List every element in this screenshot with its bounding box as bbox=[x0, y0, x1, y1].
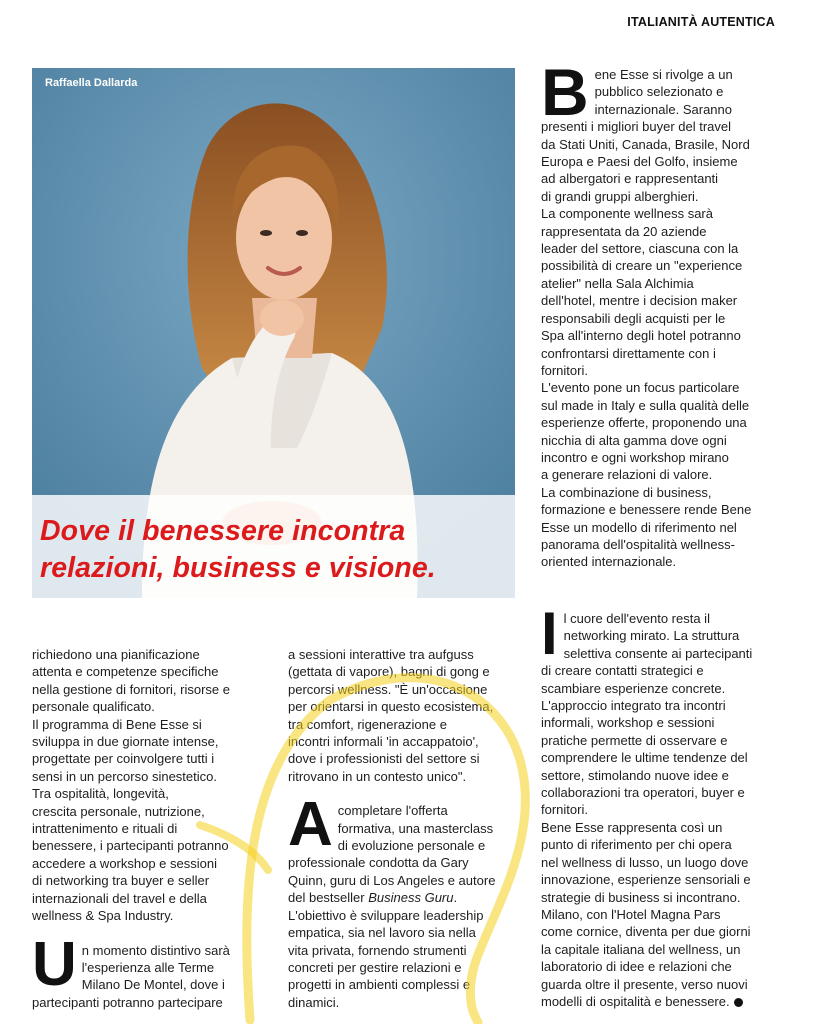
text-line: leader del settore, ciascuna con la bbox=[541, 241, 739, 257]
text-line: L'approccio integrato tra incontri bbox=[541, 698, 726, 714]
text-line: ad albergatori e rappresentanti bbox=[541, 171, 719, 187]
text-line: come cornice, diventa per due giorni bbox=[541, 924, 751, 940]
text-line: progetti in ambienti complessi e bbox=[288, 977, 471, 993]
text-line: Europa e Paesi del Golfo, insieme bbox=[541, 154, 738, 170]
text-line: incontri informali 'in accappatoio', bbox=[288, 734, 479, 750]
text-line: sul made in Italy e sulla qualità delle bbox=[541, 397, 750, 413]
article-column-right-bottom bbox=[541, 600, 801, 1010]
text-line: partecipanti potranno partecipare bbox=[32, 994, 223, 1010]
text-line: la capitale italiana del wellness, un bbox=[541, 941, 741, 957]
photo-credit: Raffaella Dallarda bbox=[45, 77, 138, 89]
text-line: empatica, sia nel lavoro sia nella bbox=[288, 925, 476, 941]
text-line: punto di riferimento per chi opera bbox=[541, 837, 732, 853]
text-line: nella gestione di fornitori, risorse e bbox=[32, 681, 230, 697]
portrait-photo bbox=[32, 68, 515, 598]
article-column-left bbox=[32, 646, 272, 1011]
text-line: guarda oltre il presente, verso nuovi bbox=[541, 976, 748, 992]
text-line: internazionali del travel e della bbox=[32, 890, 207, 906]
text-line: dinamici. bbox=[288, 994, 340, 1010]
text-line: per orientarsi in questo ecosistema, bbox=[288, 699, 494, 715]
text-line: possibilità di creare un "experience bbox=[541, 258, 743, 274]
text-line: Quinn, guru di Los Angeles e autore bbox=[288, 872, 496, 888]
text-line: collaborazioni tra operatori, buyer e bbox=[541, 785, 745, 801]
book-title: Business Guru bbox=[368, 890, 454, 906]
text-line: l'esperienza alle Terme bbox=[81, 959, 215, 975]
text-line: a sessioni interattive tra aufguss bbox=[288, 647, 474, 662]
text-line: scambiare esperienze concrete. bbox=[541, 680, 726, 696]
text-line: formazione e benessere rende Bene bbox=[541, 502, 752, 518]
text-line: richiedono una pianificazione bbox=[32, 647, 200, 662]
dropcap-u: U bbox=[32, 929, 77, 999]
section-tag: ITALIANITÀ AUTENTICA bbox=[627, 15, 775, 29]
text-line: incontro e ogni workshop mirano bbox=[541, 449, 729, 465]
text-line: L'evento pone un focus particolare bbox=[541, 380, 740, 396]
text-line: ritrovano in un contesto unico". bbox=[288, 768, 467, 784]
end-of-article-mark bbox=[734, 998, 743, 1007]
text-line: tra comfort, rigenerazione e bbox=[288, 716, 447, 732]
text-line: completare l'offerta bbox=[337, 803, 448, 819]
text-line: fornitori. bbox=[541, 802, 588, 818]
text-line: networking mirato. La struttura bbox=[563, 628, 740, 644]
text-line: di networking tra buyer e seller bbox=[32, 873, 210, 889]
text-line: concreti per gestire relazioni e bbox=[288, 959, 462, 975]
headline-line-1: Dove il benessere incontra bbox=[40, 515, 406, 547]
text-line: (gettata di vapore), bagni di gong e bbox=[288, 664, 490, 680]
text-line: progettate per coinvolgere tutti i bbox=[32, 751, 215, 767]
text-line: rappresentata da 20 aziende bbox=[541, 223, 707, 239]
text-line: Bene Esse rappresenta così un bbox=[541, 819, 723, 835]
text-line: vita privata, fornendo strumenti bbox=[288, 942, 467, 958]
text-line: pubblico selezionato e bbox=[594, 84, 724, 100]
text-line: atelier" nella Sala Alchimia bbox=[541, 275, 694, 291]
text-line: di creare contatti strategici e bbox=[541, 663, 704, 679]
paragraph-body bbox=[32, 646, 272, 925]
text-line: dell'hotel, mentre i decision maker bbox=[541, 293, 738, 309]
text-line: intrattenimento e rituali di bbox=[32, 821, 178, 837]
paragraph-body bbox=[541, 118, 801, 571]
text-line: panorama dell'ospitalità wellness- bbox=[541, 536, 735, 552]
text-line: modelli di ospitalità e benessere. bbox=[541, 993, 801, 1010]
text-line: di evoluzione personale e bbox=[337, 838, 486, 854]
text-line: a generare relazioni di valore. bbox=[541, 467, 713, 483]
text-line: percorsi wellness. "È un'occasione bbox=[288, 681, 488, 697]
text-line: esperienze offerte, proponendo una bbox=[541, 415, 747, 431]
text-line: accedere a workshop e sessioni bbox=[32, 855, 217, 871]
text-line: Tra ospitalità, longevità, bbox=[32, 786, 169, 802]
text-line: responsabili degli acquisti per le bbox=[541, 310, 726, 326]
text-line: nel wellness di lusso, un luogo dove bbox=[541, 854, 749, 870]
text-line: L'obiettivo è sviluppare leadership bbox=[288, 907, 484, 923]
text-line: nicchia di alta gamma dove ogni bbox=[541, 432, 727, 448]
text-line: ene Esse si rivolge a un bbox=[594, 67, 733, 82]
dropcap-b: B bbox=[541, 55, 589, 129]
text-line: formativa, una masterclass bbox=[337, 820, 494, 836]
text-line: Spa all'interno degli hotel potranno bbox=[541, 328, 741, 344]
text-line: attenta e competenze specifiche bbox=[32, 664, 219, 680]
article-column-middle bbox=[288, 646, 528, 1011]
paragraph-body bbox=[541, 662, 801, 1010]
text-line: Esse un modello di riferimento nel bbox=[541, 519, 737, 535]
dropcap-i: I bbox=[541, 600, 558, 667]
headline-banner bbox=[32, 495, 515, 598]
text-line: confrontarsi direttamente con i bbox=[541, 345, 716, 361]
text-line: settore, stimolando nuove idee e bbox=[541, 767, 729, 783]
text-line: da Stati Uniti, Canada, Brasile, Nord bbox=[541, 136, 750, 152]
text-line: innovazione, esperienze sensoriali e bbox=[541, 872, 751, 888]
text-line: Il programma di Bene Esse si bbox=[32, 716, 202, 732]
article-column-right-top bbox=[541, 55, 801, 571]
text-line: oriented internazionale. bbox=[541, 554, 677, 570]
text-line: pratiche permette di osservare e bbox=[541, 732, 728, 748]
text-line: fornitori. bbox=[541, 362, 588, 378]
text-line: Milano De Montel, dove i bbox=[81, 977, 225, 993]
text-line: sensi in un percorso sinestetico. bbox=[32, 768, 217, 784]
paragraph-body bbox=[288, 646, 528, 785]
text-line: Milano, con l'Hotel Magna Pars bbox=[541, 906, 721, 922]
text-line: benessere, i partecipanti potranno bbox=[32, 838, 229, 854]
text-line: comprendere le ultime tendenze del bbox=[541, 750, 748, 766]
text-line: personale qualificato. bbox=[32, 699, 155, 715]
text-line: del bestseller Business Guru. bbox=[288, 890, 458, 906]
text-line: wellness & Spa Industry. bbox=[32, 908, 174, 924]
headline-line-2: relazioni, business e visione. bbox=[40, 552, 436, 584]
text-line: n momento distintivo sarà bbox=[81, 942, 230, 958]
text-line: La combinazione di business, bbox=[541, 484, 712, 500]
text-line: selettiva consente ai partecipanti bbox=[563, 645, 753, 661]
text-line: sviluppa in due giornate intense, bbox=[32, 734, 219, 750]
text-line: l cuore dell'evento resta il bbox=[563, 611, 710, 626]
paragraph-body bbox=[288, 907, 528, 1011]
text-line: crescita personale, nutrizione, bbox=[32, 803, 205, 819]
text-line: presenti i migliori buyer del travel bbox=[541, 119, 732, 135]
text-line: dove i professionisti del settore si bbox=[288, 751, 480, 767]
text-line: professionale condotta da Gary bbox=[288, 855, 469, 871]
text-line: informali, workshop e sessioni bbox=[541, 715, 715, 731]
text-line: di grandi gruppi alberghieri. bbox=[541, 188, 699, 204]
text-line: La componente wellness sarà bbox=[541, 206, 713, 222]
text-line: internazionale. Saranno bbox=[594, 101, 732, 117]
text-line: laboratorio di idee e relazioni che bbox=[541, 959, 732, 975]
dropcap-a: A bbox=[288, 790, 333, 860]
text-line: strategie di business si incontrano. bbox=[541, 889, 741, 905]
